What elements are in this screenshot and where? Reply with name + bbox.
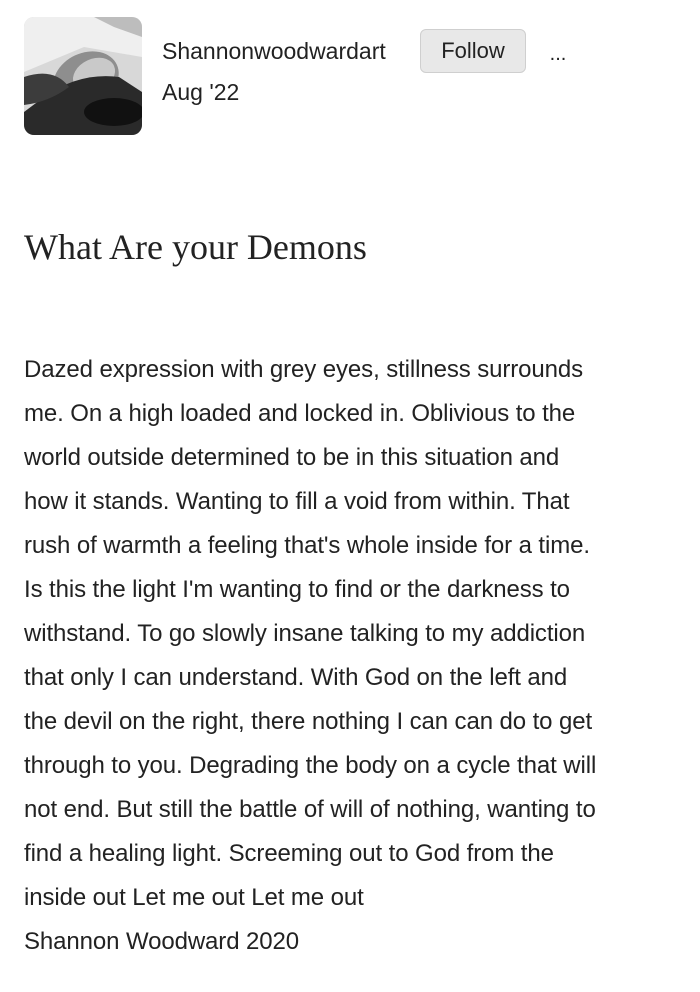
author-photo-icon [24, 17, 142, 135]
post-body-line: the devil on the right, there nothing I can can do to get [24, 708, 593, 735]
post-body-line: rush of warmth a feeling that's whole inside for a time. [24, 532, 590, 559]
post-body-line: withstand. To go slowly insane talking to my addiction [24, 620, 586, 647]
post-body-line: Shannon Woodward 2020 [24, 928, 300, 955]
post-body-line: Is this the light I'm wanting to find or the darkness to [24, 576, 570, 603]
post-body [24, 348, 694, 964]
post-body-line: world outside determined to be in this situation and [24, 444, 560, 471]
author-name[interactable]: Shannonwoodwardart [162, 38, 386, 64]
post-body-line: that only I can understand. With God on the left and [24, 664, 568, 691]
post-body-line: Dazed expression with grey eyes, stillness surrounds [24, 356, 584, 383]
post-title: What Are your Demons [24, 227, 367, 267]
post-body-line: through to you. Degrading the body on a cycle that will [24, 752, 597, 779]
post-body-line: not end. But still the battle of will of nothing, wanting to [24, 796, 596, 823]
post-body-line: me. On a high loaded and locked in. Oblivious to the [24, 400, 576, 427]
post-body-line: how it stands. Wanting to fill a void from within. That [24, 488, 570, 515]
post-body-line: inside out Let me out Let me out [24, 884, 364, 911]
post-body-line: find a healing light. Screeming out to God from the [24, 840, 554, 867]
post-date: Aug '22 [162, 79, 240, 105]
more-options-button[interactable]: ... [549, 43, 567, 65]
author-avatar[interactable] [24, 17, 142, 135]
post-header [24, 17, 684, 135]
follow-button[interactable]: Follow [420, 29, 526, 73]
